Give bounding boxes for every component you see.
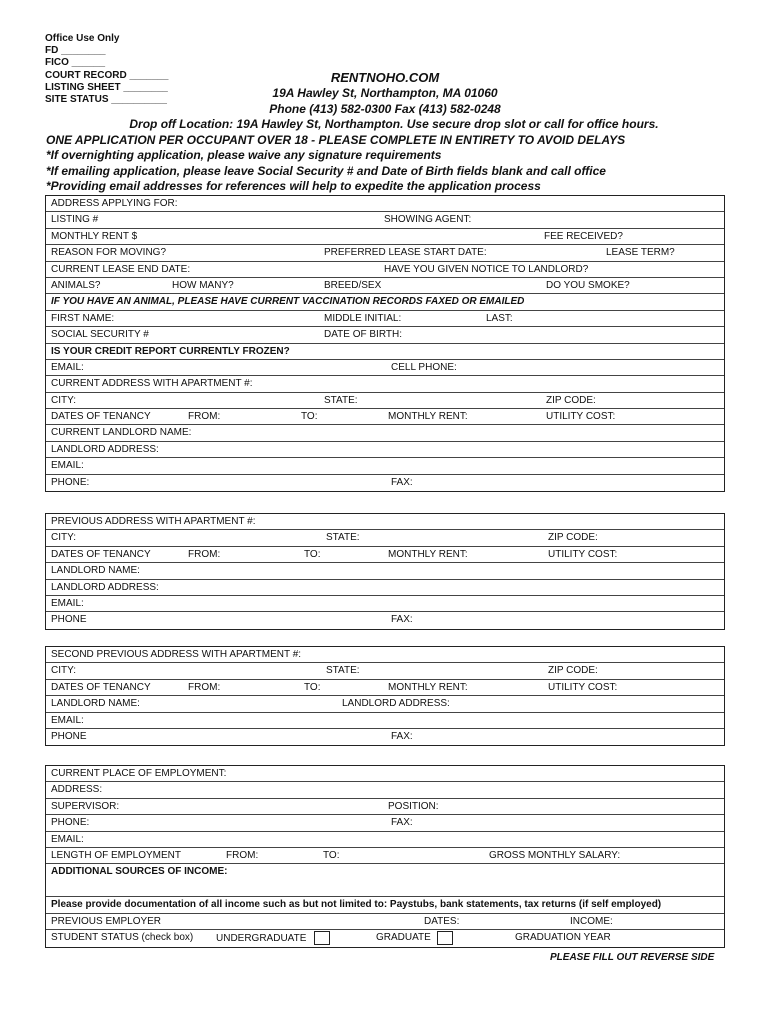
lease-end-row[interactable] — [46, 262, 724, 278]
city-label: CITY: — [51, 394, 77, 406]
zip-label: ZIP CODE: — [546, 394, 596, 406]
listing-row[interactable] — [46, 212, 724, 228]
prev2-phone-label: PHONE — [51, 730, 87, 742]
ssn-label: SOCIAL SECURITY # — [51, 329, 149, 341]
landlord-fax-label: FAX: — [391, 476, 413, 488]
landlord-address-row[interactable] — [46, 442, 724, 458]
prev-address-row[interactable] — [46, 514, 724, 530]
landlord-address-label: LANDLORD ADDRESS: — [51, 443, 159, 455]
overnight-note: *If overnighting application, please waive any signature requirements — [46, 148, 442, 162]
supervisor-row[interactable] — [46, 799, 724, 815]
middle-initial-label: MIDDLE INITIAL: — [324, 312, 402, 324]
current-address-row[interactable] — [46, 376, 724, 392]
prev-tenancy-row[interactable] — [46, 547, 724, 563]
previous-employer-row[interactable] — [46, 914, 724, 930]
landlord-name-row[interactable] — [46, 425, 724, 441]
state-label: STATE: — [324, 394, 358, 406]
last-name-label: LAST: — [486, 312, 513, 324]
prev-rent-label: MONTHLY RENT: — [388, 548, 468, 560]
graduate-label: GRADUATE — [376, 932, 431, 944]
employment-length-row[interactable] — [46, 848, 724, 864]
prev2-rent-label: MONTHLY RENT: — [388, 681, 468, 693]
documentation-note: Please provide documentation of all income such as but not limited to: Paystubs, bank statements, tax returns (if self employed) — [51, 899, 662, 911]
previous-employer-dates-label: DATES: — [424, 915, 460, 927]
company-phone: Phone (413) 582-0300 Fax (413) 582-0248 — [269, 102, 501, 116]
prev2-phone-row[interactable] — [46, 729, 724, 745]
prev-fax-label: FAX: — [391, 614, 413, 626]
employment-section — [45, 765, 725, 948]
utility-cost-label: UTILITY COST: — [546, 411, 616, 423]
prev-utility-label: UTILITY COST: — [548, 548, 618, 560]
landlord-email-label: EMAIL: — [51, 460, 84, 472]
name-row[interactable] — [46, 311, 724, 327]
position-label: POSITION: — [388, 800, 439, 812]
monthly-rent-row[interactable] — [46, 229, 724, 245]
employer-phone-label: PHONE: — [51, 817, 90, 829]
prev-city-label: CITY: — [51, 532, 77, 544]
previous-employer-income-label: INCOME: — [570, 915, 613, 927]
city-row[interactable] — [46, 393, 724, 409]
dropoff-note: Drop off Location: 19A Hawley St, Northampton. Use secure drop slot or call for office hours. — [129, 117, 659, 131]
prev2-landlord-row[interactable] — [46, 696, 724, 712]
company-address: 19A Hawley St, Northampton, MA 01060 — [272, 86, 498, 100]
graduation-year-label: GRADUATION YEAR — [515, 932, 611, 944]
showing-agent-label: SHOWING AGENT: — [384, 214, 472, 226]
employer-row[interactable] — [46, 766, 724, 782]
prev2-address-row[interactable] — [46, 647, 724, 663]
prev-landlord-address-label: LANDLORD ADDRESS: — [51, 581, 159, 593]
previous-employer-label: PREVIOUS EMPLOYER — [51, 915, 162, 927]
employment-length-label: LENGTH OF EMPLOYMENT — [51, 849, 182, 861]
undergraduate-checkbox[interactable] — [314, 931, 330, 945]
monthly-rent-label: MONTHLY RENT $ — [51, 230, 138, 242]
ssn-row[interactable] — [46, 327, 724, 343]
employer-fax-label: FAX: — [391, 817, 413, 829]
fee-received-label: FEE RECEIVED? — [544, 230, 623, 242]
tenancy-to-label: TO: — [301, 411, 318, 423]
email-row[interactable] — [46, 360, 724, 376]
animal-note-row — [46, 294, 724, 310]
employer-address-label: ADDRESS: — [51, 784, 103, 796]
instructions — [0, 117, 770, 195]
prev2-tenancy-label: DATES OF TENANCY — [51, 681, 151, 693]
prev-landlord-name-label: LANDLORD NAME: — [51, 565, 140, 577]
listing-label: LISTING # — [51, 214, 99, 226]
prev-state-label: STATE: — [326, 532, 360, 544]
reverse-side-note: PLEASE FILL OUT REVERSE SIDE — [550, 952, 715, 963]
prev-landlord-address-row[interactable] — [46, 580, 724, 596]
office-use-block — [45, 33, 168, 106]
first-name-label: FIRST NAME: — [51, 312, 115, 324]
applicant-section — [45, 195, 725, 492]
prev2-utility-label: UTILITY COST: — [548, 681, 618, 693]
preferred-start-label: PREFERRED LEASE START DATE: — [324, 247, 487, 259]
references-note: *Providing email addresses for references will help to expedite the application process — [46, 179, 541, 193]
how-many-label: HOW MANY? — [172, 279, 234, 291]
prev2-to-label: TO: — [304, 681, 321, 693]
office-fd-line[interactable]: FD ________ — [45, 45, 106, 57]
previous-address-section — [45, 513, 725, 630]
animal-note: IF YOU HAVE AN ANIMAL, PLEASE HAVE CURRENT VACCINATION RECORDS FAXED OR EMAILED — [51, 296, 525, 308]
prev-landlord-name-row[interactable] — [46, 563, 724, 579]
prev2-email-label: EMAIL: — [51, 714, 84, 726]
additional-income-row[interactable] — [46, 864, 724, 897]
animals-label: ANIMALS? — [51, 279, 101, 291]
prev-from-label: FROM: — [188, 548, 221, 560]
cell-phone-label: CELL PHONE: — [391, 361, 457, 373]
employer-label: CURRENT PLACE OF EMPLOYMENT: — [51, 768, 227, 779]
prev2-tenancy-row[interactable] — [46, 680, 724, 696]
prev-city-row[interactable] — [46, 530, 724, 546]
additional-income-label: ADDITIONAL SOURCES OF INCOME: — [51, 866, 228, 878]
second-previous-address-section — [45, 646, 725, 746]
prev-phone-row[interactable] — [46, 612, 724, 628]
prev2-landlord-name-label: LANDLORD NAME: — [51, 698, 140, 710]
prev-to-label: TO: — [304, 548, 321, 560]
prev2-landlord-address-label: LANDLORD ADDRESS: — [342, 698, 450, 710]
supervisor-label: SUPERVISOR: — [51, 800, 120, 812]
documentation-row — [46, 897, 724, 913]
employment-from-label: FROM: — [226, 849, 259, 861]
breed-label: BREED/SEX — [324, 279, 382, 291]
lease-end-label: CURRENT LEASE END DATE: — [51, 263, 191, 275]
prev2-fax-label: FAX: — [391, 730, 413, 742]
student-status-row[interactable] — [46, 930, 724, 946]
prev-tenancy-label: DATES OF TENANCY — [51, 548, 151, 560]
company-name: RENTNOHO.COM — [330, 70, 440, 85]
address-applying-label: ADDRESS APPLYING FOR: — [51, 198, 178, 209]
office-listing-sheet-line[interactable]: LISTING SHEET ________ — [45, 81, 168, 93]
smoke-label: DO YOU SMOKE? — [546, 279, 630, 291]
employer-email-row[interactable] — [46, 832, 724, 848]
reason-label: REASON FOR MOVING? — [51, 247, 167, 259]
landlord-name-label: CURRENT LANDLORD NAME: — [51, 427, 192, 439]
tenancy-row[interactable] — [46, 409, 724, 425]
animals-row[interactable] — [46, 278, 724, 294]
undergraduate-label: UNDERGRADUATE — [216, 933, 307, 945]
prev2-zip-label: ZIP CODE: — [548, 665, 598, 677]
office-use-title: Office Use Only — [45, 33, 120, 44]
office-court-record-line[interactable]: COURT RECORD _______ — [45, 69, 169, 81]
student-status-label: STUDENT STATUS (check box) — [51, 932, 194, 944]
prev2-state-label: STATE: — [326, 665, 360, 677]
monthly-rent-current-label: MONTHLY RENT: — [388, 411, 468, 423]
office-site-status-line[interactable]: SITE STATUS __________ — [45, 94, 167, 106]
prev-email-row[interactable] — [46, 596, 724, 612]
landlord-phone-label: PHONE: — [51, 476, 90, 488]
prev2-address-label: SECOND PREVIOUS ADDRESS WITH APARTMENT #: — [51, 649, 302, 660]
prev-phone-label: PHONE — [51, 614, 87, 626]
email-label: EMAIL: — [51, 361, 84, 373]
prev-address-label: PREVIOUS ADDRESS WITH APARTMENT #: — [51, 516, 256, 527]
dob-label: DATE OF BIRTH: — [324, 329, 402, 341]
emailing-note: *If emailing application, please leave Social Security # and Date of Birth fields blank and call office — [46, 163, 606, 178]
address-applying-row[interactable] — [46, 196, 724, 212]
one-application-note: ONE APPLICATION PER OCCUPANT OVER 18 - PLEASE COMPLETE IN ENTIRETY TO AVOID DELAYS — [46, 132, 626, 147]
prev2-from-label: FROM: — [188, 681, 221, 693]
prev-email-label: EMAIL: — [51, 597, 84, 609]
current-address-label: CURRENT ADDRESS WITH APARTMENT #: — [51, 378, 253, 390]
prev-zip-label: ZIP CODE: — [548, 532, 598, 544]
tenancy-label: DATES OF TENANCY — [51, 411, 151, 423]
prev2-city-label: CITY: — [51, 665, 77, 677]
tenancy-from-label: FROM: — [188, 411, 221, 423]
office-fico-line[interactable]: FICO ______ — [45, 57, 106, 69]
landlord-phone-row[interactable] — [46, 475, 724, 491]
employer-address-row[interactable] — [46, 782, 724, 798]
credit-frozen-label: IS YOUR CREDIT REPORT CURRENTLY FROZEN? — [51, 345, 290, 357]
prev2-city-row[interactable] — [46, 663, 724, 679]
lease-term-label: LEASE TERM? — [606, 247, 675, 259]
credit-frozen-row[interactable] — [46, 344, 724, 360]
employer-email-label: EMAIL: — [51, 833, 84, 845]
gross-salary-label: GROSS MONTHLY SALARY: — [489, 849, 621, 861]
employer-phone-row[interactable] — [46, 815, 724, 831]
prev2-email-row[interactable] — [46, 713, 724, 729]
employment-to-label: TO: — [323, 849, 340, 861]
landlord-email-row[interactable] — [46, 458, 724, 474]
given-notice-label: HAVE YOU GIVEN NOTICE TO LANDLORD? — [384, 263, 589, 275]
graduate-checkbox[interactable] — [437, 931, 453, 945]
reason-row[interactable] — [46, 245, 724, 261]
